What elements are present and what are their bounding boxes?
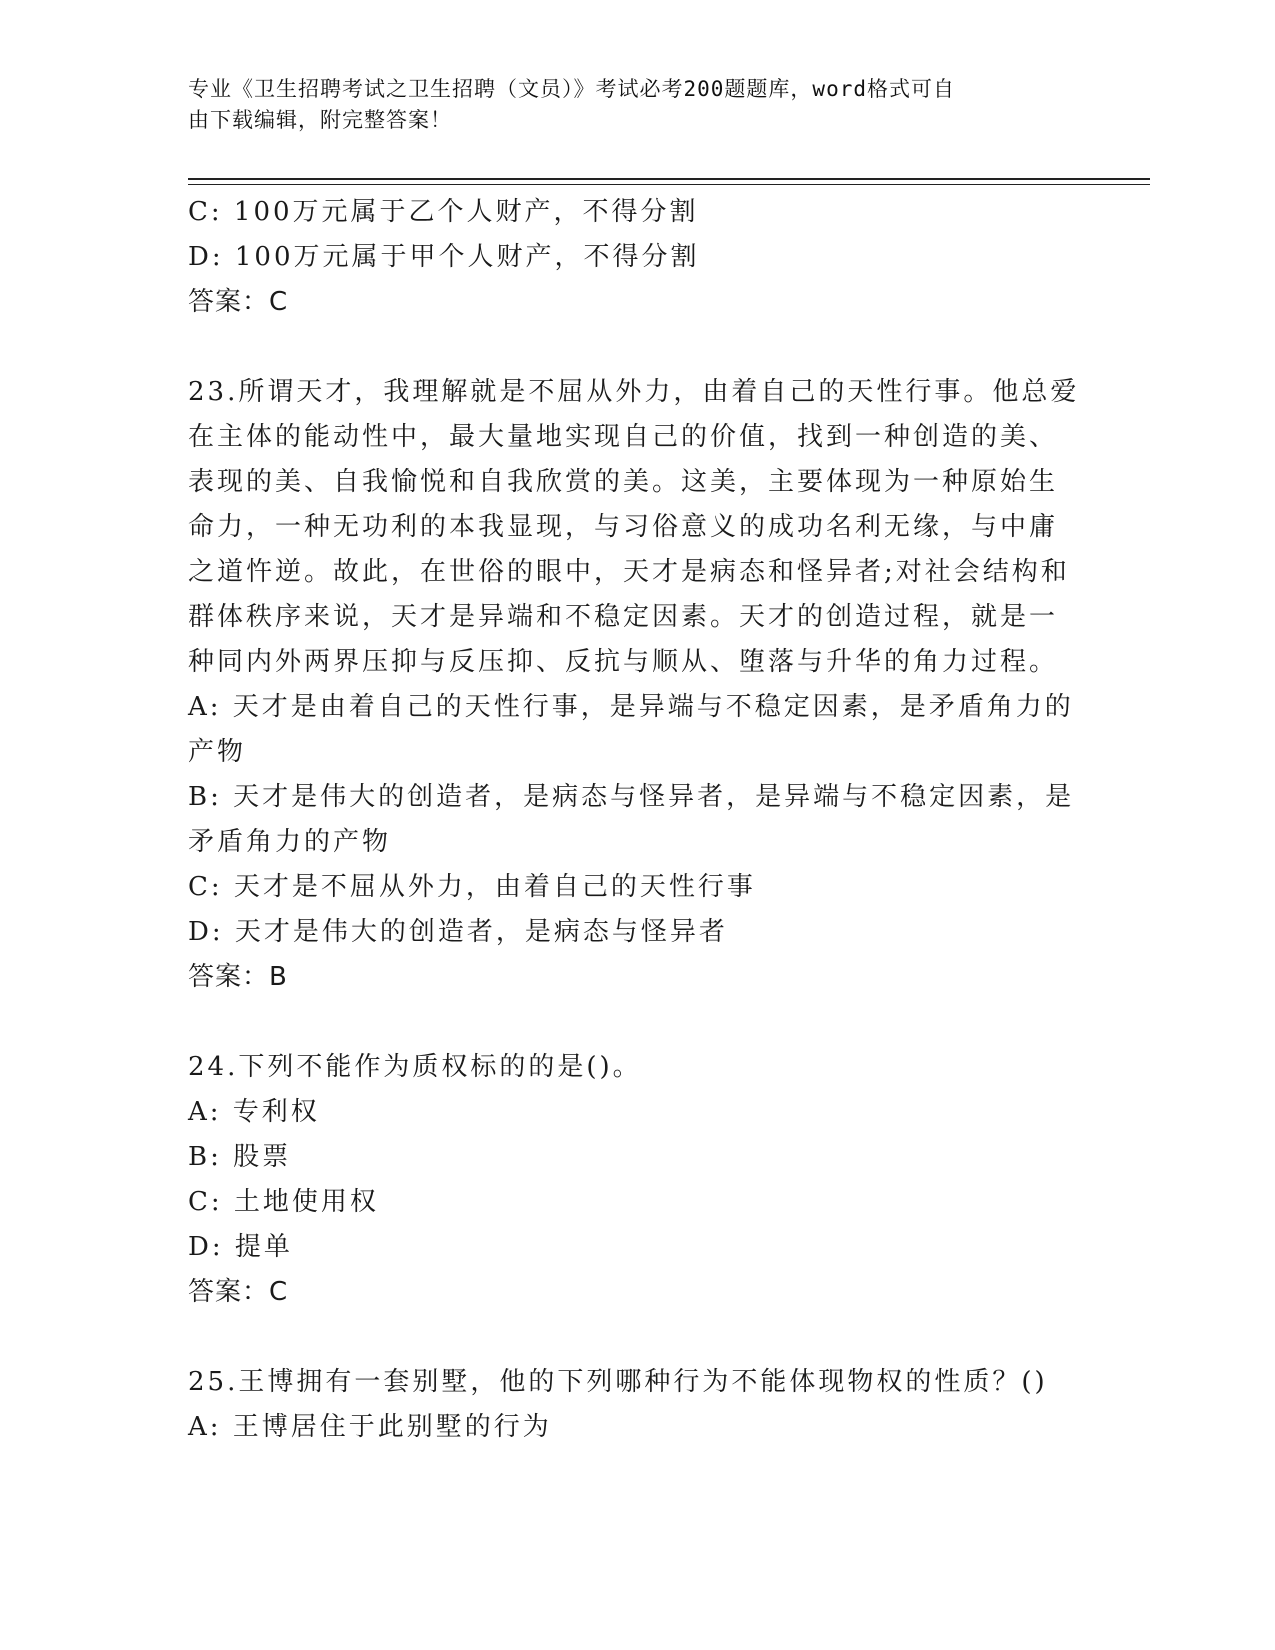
question-content bbox=[188, 190, 1088, 1450]
q23-stem-line: 种同内外两界压抑与反压抑、反抗与顺从、堕落与升华的角力过程。 bbox=[188, 647, 1059, 677]
q23-answer: 答案：B bbox=[188, 962, 288, 992]
q23-stem-line: 命力，一种无功利的本我显现，与习俗意义的成功名利无缘，与中庸 bbox=[188, 512, 1059, 542]
q23-option-b: B: 天才是伟大的创造者，是病态与怪异者，是异端与不稳定因素，是 bbox=[188, 782, 1075, 812]
header-line-2: 由下载编辑，附完整答案！ bbox=[188, 108, 452, 132]
prev-answer: 答案：C bbox=[188, 287, 289, 317]
q24-stem: 24.下列不能作为质权标的的是()。 bbox=[188, 1052, 642, 1082]
prev-option-d: D: 100万元属于甲个人财产，不得分割 bbox=[188, 242, 700, 272]
q23-option-b-cont: 矛盾角力的产物 bbox=[188, 827, 392, 857]
q24-option-a: A: 专利权 bbox=[188, 1097, 320, 1127]
q23-stem-line: 在主体的能动性中，最大量地实现自己的价值，找到一种创造的美、 bbox=[188, 422, 1059, 452]
header-rule-thin bbox=[188, 184, 1150, 185]
q23-stem-line: 23.所谓天才，我理解就是不屈从外力，由着自己的天性行事。他总爱 bbox=[188, 377, 1080, 407]
q23-stem-line: 之道忤逆。故此，在世俗的眼中，天才是病态和怪异者;对社会结构和 bbox=[188, 557, 1070, 587]
q24-option-c: C: 土地使用权 bbox=[188, 1187, 379, 1217]
q25-option-a: A: 王博居住于此别墅的行为 bbox=[188, 1412, 552, 1442]
q23-option-c: C: 天才是不屈从外力，由着自己的天性行事 bbox=[188, 872, 756, 902]
document-header bbox=[188, 74, 1068, 136]
spacer bbox=[188, 1315, 1088, 1360]
q24-option-b: B: 股票 bbox=[188, 1142, 292, 1172]
q23-option-d: D: 天才是伟大的创造者，是病态与怪异者 bbox=[188, 917, 728, 947]
spacer bbox=[188, 1000, 1088, 1045]
q24-answer: 答案：C bbox=[188, 1277, 289, 1307]
prev-option-c: C: 100万元属于乙个人财产，不得分割 bbox=[188, 197, 699, 227]
q23-stem-line: 群体秩序来说，天才是异端和不稳定因素。天才的创造过程，就是一 bbox=[188, 602, 1059, 632]
question-24 bbox=[188, 1045, 1088, 1315]
header-rule-thick bbox=[188, 178, 1150, 180]
q25-stem: 25.王博拥有一套别墅，他的下列哪种行为不能体现物权的性质？() bbox=[188, 1367, 1048, 1397]
q23-stem-line: 表现的美、自我愉悦和自我欣赏的美。这美，主要体现为一种原始生 bbox=[188, 467, 1059, 497]
question-25 bbox=[188, 1360, 1088, 1450]
question-23 bbox=[188, 370, 1088, 1000]
q24-option-d: D: 提单 bbox=[188, 1232, 293, 1262]
q23-option-a: A: 天才是由着自己的天性行事，是异端与不稳定因素，是矛盾角力的 bbox=[188, 692, 1074, 722]
header-line-1: 专业《卫生招聘考试之卫生招聘（文员）》考试必考200题题库，word格式可自 bbox=[188, 77, 955, 101]
q23-option-a-cont: 产物 bbox=[188, 737, 247, 767]
spacer bbox=[188, 325, 1088, 370]
